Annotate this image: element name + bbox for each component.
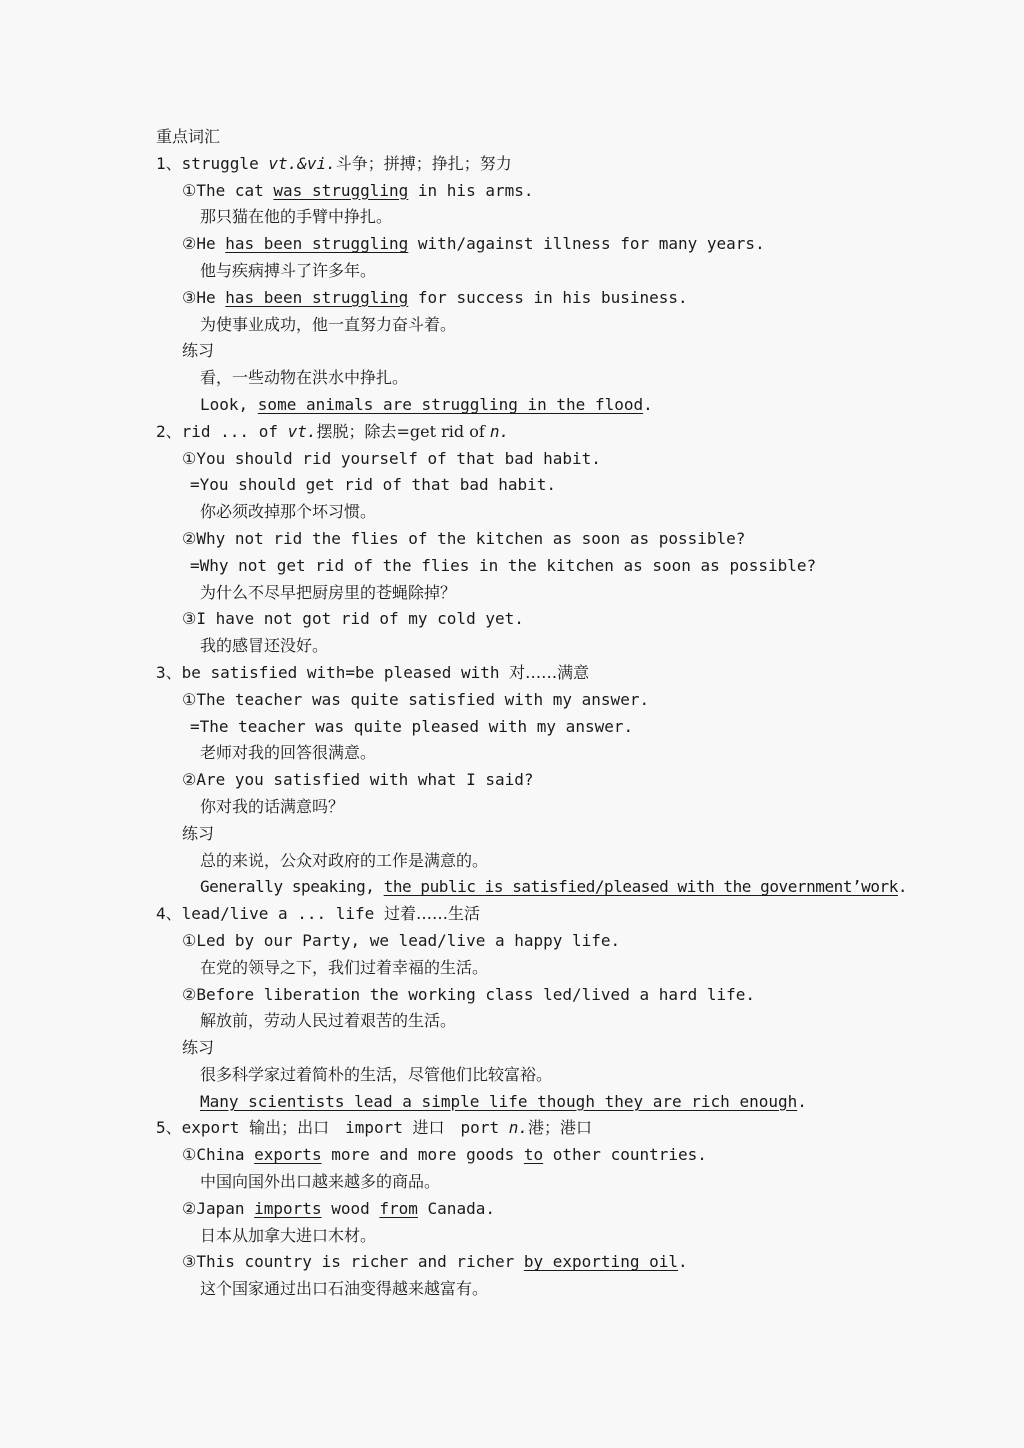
entry-3-practice-answer: Generally speaking, the public is satisfied/pleased with the government’work. [200, 877, 908, 897]
entry-2-example-1: ①You should rid yourself of that bad habit. [182, 448, 601, 468]
entry-1-example-3: ③He has been struggling for success in his business. [182, 287, 688, 307]
entry-2-example-2-alternative: =Why not get rid of the flies in the kitchen as soon as possible? [190, 555, 817, 575]
entry-5-example-2-translation: 日本从加拿大进口木材。 [200, 1225, 377, 1245]
entry-2-example-1-translation: 你必须改掉那个坏习惯。 [200, 502, 377, 522]
vocabulary-section [156, 124, 976, 1303]
entry-4-example-2: ②Before liberation the working class led/lived a hard life. [182, 984, 756, 1004]
entry-1-headword: 1、struggle vt.&vi.斗争；拼搏；挣扎；努力 [156, 153, 512, 173]
entry-5-example-1-translation: 中国向国外出口越来越多的商品。 [200, 1172, 441, 1192]
entry-1-practice-label: 练习 [182, 341, 215, 361]
entry-3-example-1: ①The teacher was quite satisfied with my answer. [182, 689, 650, 709]
entry-3-example-2: ②Are you satisfied with what I said? [182, 770, 534, 790]
entry-3-practice-prompt: 总的来说，公众对政府的工作是满意的。 [200, 850, 489, 870]
entry-5-example-2: ②Japan imports wood from Canada. [182, 1198, 495, 1218]
entry-4-example-1-translation: 在党的领导之下，我们过着幸福的生活。 [200, 957, 489, 977]
entry-1-example-1: ①The cat was struggling in his arms. [182, 180, 534, 200]
entry-1-example-2-translation: 他与疾病搏斗了许多年。 [200, 260, 377, 280]
entry-3-example-1-alternative: =The teacher was quite pleased with my answer. [190, 716, 634, 736]
entry-1-practice-answer: Look, some animals are struggling in the flood. [200, 394, 653, 414]
entry-3-headword: 3、be satisfied with=be pleased with 对……满意 [156, 662, 590, 682]
entry-1-example-3-translation: 为使事业成功，他一直努力奋斗着。 [200, 314, 457, 334]
entry-2-example-3: ③I have not got rid of my cold yet. [182, 609, 524, 629]
section-heading: 重点词汇 [156, 127, 221, 146]
entry-2-headword: 2、rid ... of vt.摆脱；除去=get rid of n. [156, 421, 510, 441]
entry-1-example-2: ②He has been struggling with/against illness for many years. [182, 234, 765, 254]
entry-1-practice-prompt: 看，一些动物在洪水中挣扎。 [200, 368, 409, 388]
entry-2-example-2-translation: 为什么不尽早把厨房里的苍蝇除掉？ [200, 582, 457, 602]
entry-4-example-2-translation: 解放前，劳动人民过着艰苦的生活。 [200, 1011, 457, 1031]
entry-4-headword: 4、lead/live a ... life 过着……生活 [156, 904, 480, 924]
entry-4-practice-prompt: 很多科学家过着简朴的生活，尽管他们比较富裕。 [200, 1064, 553, 1084]
entry-5-headword: 5、export 输出；出口 import 进口 port n.港；港口 [156, 1118, 592, 1138]
entry-5-example-3: ③This country is richer and richer by exporting oil. [182, 1252, 688, 1272]
entry-2-example-2: ②Why not rid the flies of the kitchen as soon as possible? [182, 528, 746, 548]
entry-2-example-3-translation: 我的感冒还没好。 [200, 636, 329, 656]
entry-5-example-1: ①China exports more and more goods to other countries. [182, 1145, 707, 1165]
entry-4-practice-answer: Many scientists lead a simple life though they are rich enough. [200, 1091, 807, 1111]
entry-3-example-2-translation: 你对我的话满意吗？ [200, 796, 345, 816]
entry-5-example-3-translation: 这个国家通过出口石油变得越来越富有。 [200, 1279, 489, 1299]
entry-3-example-1-translation: 老师对我的回答很满意。 [200, 743, 377, 763]
entry-1-example-1-translation: 那只猫在他的手臂中挣扎。 [200, 207, 393, 227]
entry-4-example-1: ①Led by our Party, we lead/live a happy life. [182, 930, 621, 950]
entry-4-practice-label: 练习 [182, 1038, 215, 1058]
entry-2-example-1-alternative: =You should get rid of that bad habit. [190, 475, 557, 495]
entry-3-practice-label: 练习 [182, 823, 215, 843]
